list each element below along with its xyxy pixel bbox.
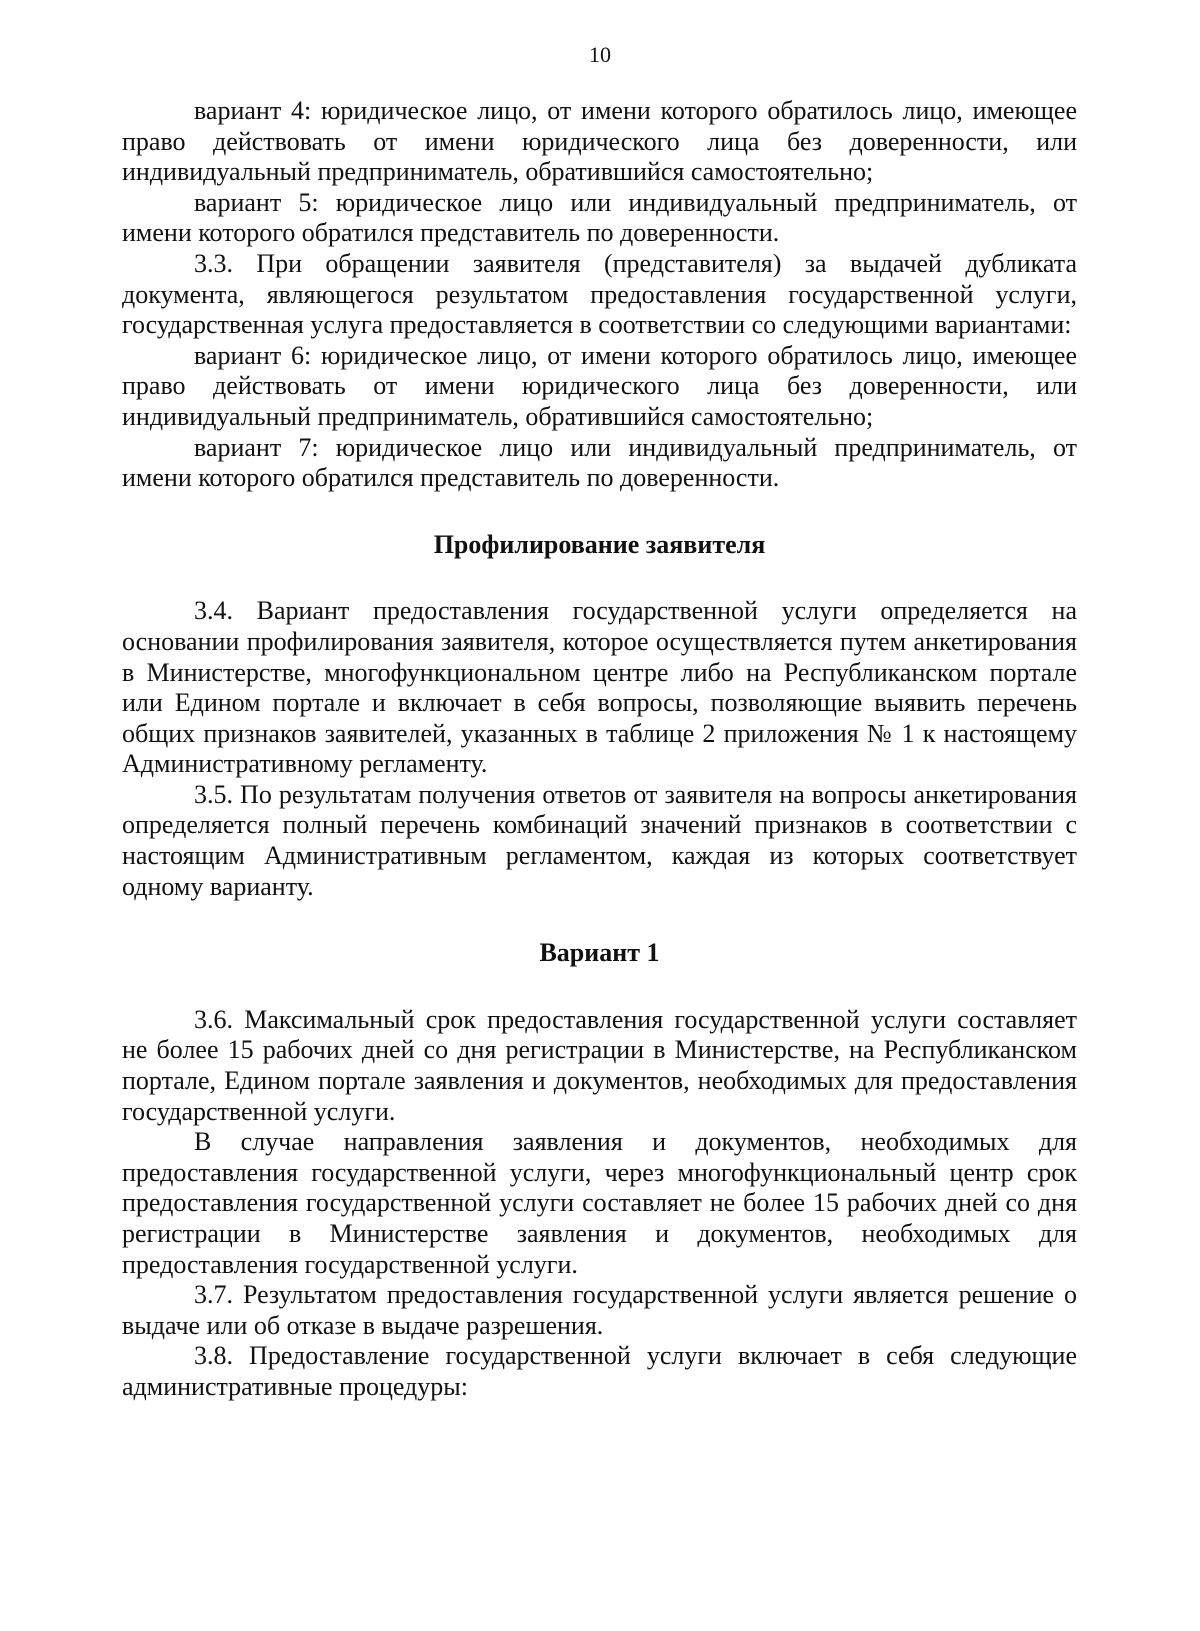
document-body (122, 96, 1077, 1403)
paragraph-variant-7: вариант 7: юридическое лицо или индивидуальный предприниматель, от имени которого обратился представитель по доверенности. (122, 432, 1077, 493)
paragraph-3-4: 3.4. Вариант предоставления государственной услуги определяется на основании профилирования заявителя, которое осуществляется путем анкетирования в Министерстве, многофункциональном центре либо на Республиканском портале или Едином портале и включает в себя вопросы, позволяющие выявить перечень общих признаков заявителей, указанных в таблице 2 приложения № 1 к настоящему Административному регламенту. (122, 596, 1077, 779)
paragraph-3-8: 3.8. Предоставление государственной услуги включает в себя следующие административные процедуры: (122, 1341, 1077, 1401)
page-number: 10 (589, 42, 611, 67)
paragraph-variant-5: вариант 5: юридическое лицо или индивидуальный предприниматель, от имени которого обратился представитель по доверенности. (122, 187, 1077, 248)
heading-profiling: Профилирование заявителя (433, 529, 766, 559)
paragraph-mfc-term: В случае направления заявления и документов, необходимых для предоставления государственной услуги, через многофункциональный центр срок предоставления государственной услуги составляет не более 15 рабочих дней со дня регистрации в Министерстве заявления и документов, необходимых для предоставления государственной услуги. (122, 1127, 1077, 1279)
paragraph-3-5: 3.5. По результатам получения ответов от заявителя на вопросы анкетирования определяется полный перечень комбинаций значений признаков в соответствии с настоящим Административным регламентом, каждая из которых соответствует одному варианту. (122, 779, 1077, 901)
paragraph-variant-6: вариант 6: юридическое лицо, от имени которого обратилось лицо, имеющее право действовать от имени юридического лица без доверенности, или индивидуальный предприниматель, обратившийся самостоятельно; (122, 340, 1077, 431)
paragraph-3-7: 3.7. Результатом предоставления государственной услуги является решение о выдаче или об отказе в выдаче разрешения. (122, 1280, 1077, 1340)
paragraph-3-3: 3.3. При обращении заявителя (представителя) за выдачей дубликата документа, являющегося результатом предоставления государственной услуги, государственная услуга предоставляется в соответствии со следующими вариантами: (122, 248, 1077, 340)
heading-variant-1: Вариант 1 (539, 938, 660, 968)
paragraph-variant-4: вариант 4: юридическое лицо, от имени которого обратилось лицо, имеющее право действовать от имени юридического лица без доверенности, или индивидуальный предприниматель, обратившийся самостоятельно; (122, 96, 1077, 187)
paragraph-3-6: 3.6. Максимальный срок предоставления государственной услуги составляет не более 15 рабочих дней со дня регистрации в Министерстве, на Республиканском портале, Едином портале заявления и документов, необходимых для предоставления государственной услуги. (122, 1004, 1077, 1126)
